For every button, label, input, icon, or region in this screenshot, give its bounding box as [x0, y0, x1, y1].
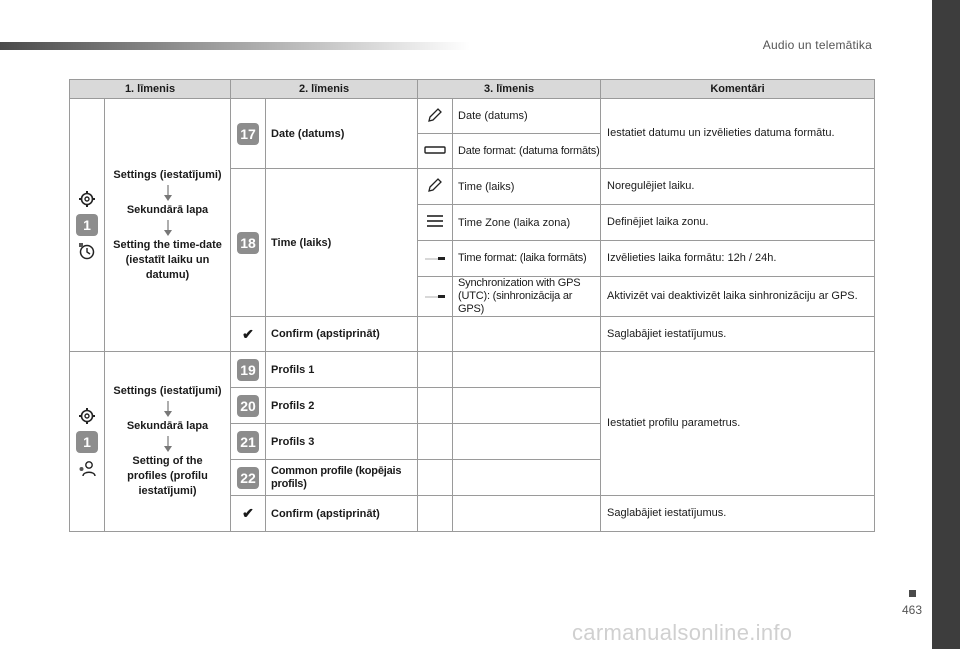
step-badge-22: 22 [237, 467, 259, 489]
comment-time-format: Izvēlieties laika formātu: 12h / 24h. [601, 241, 875, 277]
level3-empty [453, 317, 601, 352]
level3-date: Date (datums) [453, 99, 601, 134]
watermark: carmanualsonline.info [572, 620, 793, 645]
level3-icon-cell [418, 241, 453, 277]
table-row [70, 99, 875, 134]
level3-icon-cell [418, 205, 453, 241]
table-header-row [70, 80, 875, 99]
level3-time-format: Time format: (laika formāts) [453, 241, 601, 277]
comment-confirm: Saglabājiet iestatījumus. [601, 317, 875, 352]
level2-profile-2: Profils 2 [266, 388, 418, 424]
step-badge-18: 18 [237, 232, 259, 254]
step-number-cell [231, 99, 266, 169]
comment-confirm: Saglabājiet iestatījumus. [601, 496, 875, 532]
step-number-cell [231, 169, 266, 317]
comment-gps-sync: Aktivizēt vai deaktivizēt laika sinhronizāciju ar GPS. [601, 277, 875, 317]
level1-secondary-page-label: Sekundārā lapa [126, 203, 209, 216]
step-number-cell [231, 460, 266, 496]
pencil-icon [427, 177, 443, 193]
comment-profiles: Iestatiet profilu parametrus. [601, 352, 875, 496]
column-header-level1: 1. līmenis [70, 80, 231, 99]
level3-icon-cell [418, 99, 453, 134]
column-header-comments: Komentāri [601, 80, 875, 99]
settings-table [69, 79, 875, 532]
list-icon [426, 214, 444, 228]
step-badge-19: 19 [237, 359, 259, 381]
level3-icon-cell [418, 317, 453, 352]
step-number-cell [231, 388, 266, 424]
level3-icon-cell [418, 496, 453, 532]
section2-level1-path [105, 352, 231, 532]
level3-empty [453, 460, 601, 496]
level3-icon-cell [418, 352, 453, 388]
section2-icons [70, 352, 105, 532]
clock-icon [78, 242, 96, 260]
level3-icon-cell [418, 277, 453, 317]
switch-icon [424, 254, 446, 262]
step-badge-17: 17 [237, 123, 259, 145]
comment-time-zone: Definējiet laika zonu. [601, 205, 875, 241]
level1-settings-label: Settings (iestatījumi) [113, 168, 222, 181]
level3-icon-cell [418, 388, 453, 424]
level2-confirm: Confirm (apstiprināt) [266, 496, 418, 532]
checkmark-icon: ✔ [242, 505, 254, 521]
column-header-level2: 2. līmenis [231, 80, 418, 99]
step-number-cell [231, 352, 266, 388]
arrow-down-icon [163, 436, 173, 452]
level1-profiles-label: Setting of the profiles (profilu iestatījumi) [127, 455, 208, 497]
arrow-down-icon [163, 185, 173, 201]
level2-confirm: Confirm (apstiprināt) [266, 317, 418, 352]
page-number: 463 [901, 603, 922, 617]
level3-date-format: Date format: (datuma formāts) [453, 134, 601, 169]
level3-empty [453, 352, 601, 388]
table-row [70, 352, 875, 388]
level2-profile-3: Profils 3 [266, 424, 418, 460]
comment-date: Iestatiet datumu un izvēlieties datuma formātu. [601, 99, 875, 169]
page-marker [909, 590, 916, 597]
level3-empty [453, 388, 601, 424]
confirm-icon-cell [231, 496, 266, 532]
section1-level1-path [105, 99, 231, 352]
level1-secondary-page-label: Sekundārā lapa [126, 420, 209, 432]
arrow-down-icon [163, 401, 173, 417]
step-badge-20: 20 [237, 395, 259, 417]
pencil-icon [427, 107, 443, 123]
gear-icon [78, 190, 96, 208]
step-number-cell [231, 424, 266, 460]
level3-gps-sync: Synchronization with GPS (UTC): (sinhronizācija ar GPS) [453, 277, 601, 317]
level3-icon-cell [418, 460, 453, 496]
side-band [932, 0, 960, 649]
level3-time-zone: Time Zone (laika zona) [453, 205, 601, 241]
level2-common-profile: Common profile (kopējais profils) [266, 460, 418, 496]
gear-icon [78, 407, 96, 425]
toggle-bar-icon [424, 146, 446, 154]
level3-empty [453, 496, 601, 532]
level1-time-date-label: Setting the time-date (iestatīt laiku un datumu) [113, 238, 222, 281]
level3-time: Time (laiks) [453, 169, 601, 205]
header-decoration-bar [0, 42, 470, 50]
level3-empty [453, 424, 601, 460]
level2-time: Time (laiks) [266, 169, 418, 317]
checkmark-icon: ✔ [242, 325, 254, 342]
level3-icon-cell [418, 169, 453, 205]
arrow-down-icon [163, 220, 173, 236]
section1-icons [70, 99, 105, 352]
switch-icon [424, 292, 446, 300]
level2-date: Date (datums) [266, 99, 418, 169]
header-title: Audio un telemātika [762, 38, 872, 52]
level1-settings-label: Settings (iestatījumi) [113, 385, 222, 397]
step-badge-21: 21 [237, 431, 259, 453]
section1-level-badge: 1 [76, 214, 98, 236]
level3-icon-cell [418, 424, 453, 460]
comment-time: Noregulējiet laiku. [601, 169, 875, 205]
confirm-icon-cell [231, 317, 266, 352]
section2-level-badge: 1 [76, 431, 98, 453]
level2-profile-1: Profils 1 [266, 352, 418, 388]
level3-icon-cell [418, 134, 453, 169]
column-header-level3: 3. līmenis [418, 80, 601, 99]
user-profile-icon [78, 459, 96, 477]
